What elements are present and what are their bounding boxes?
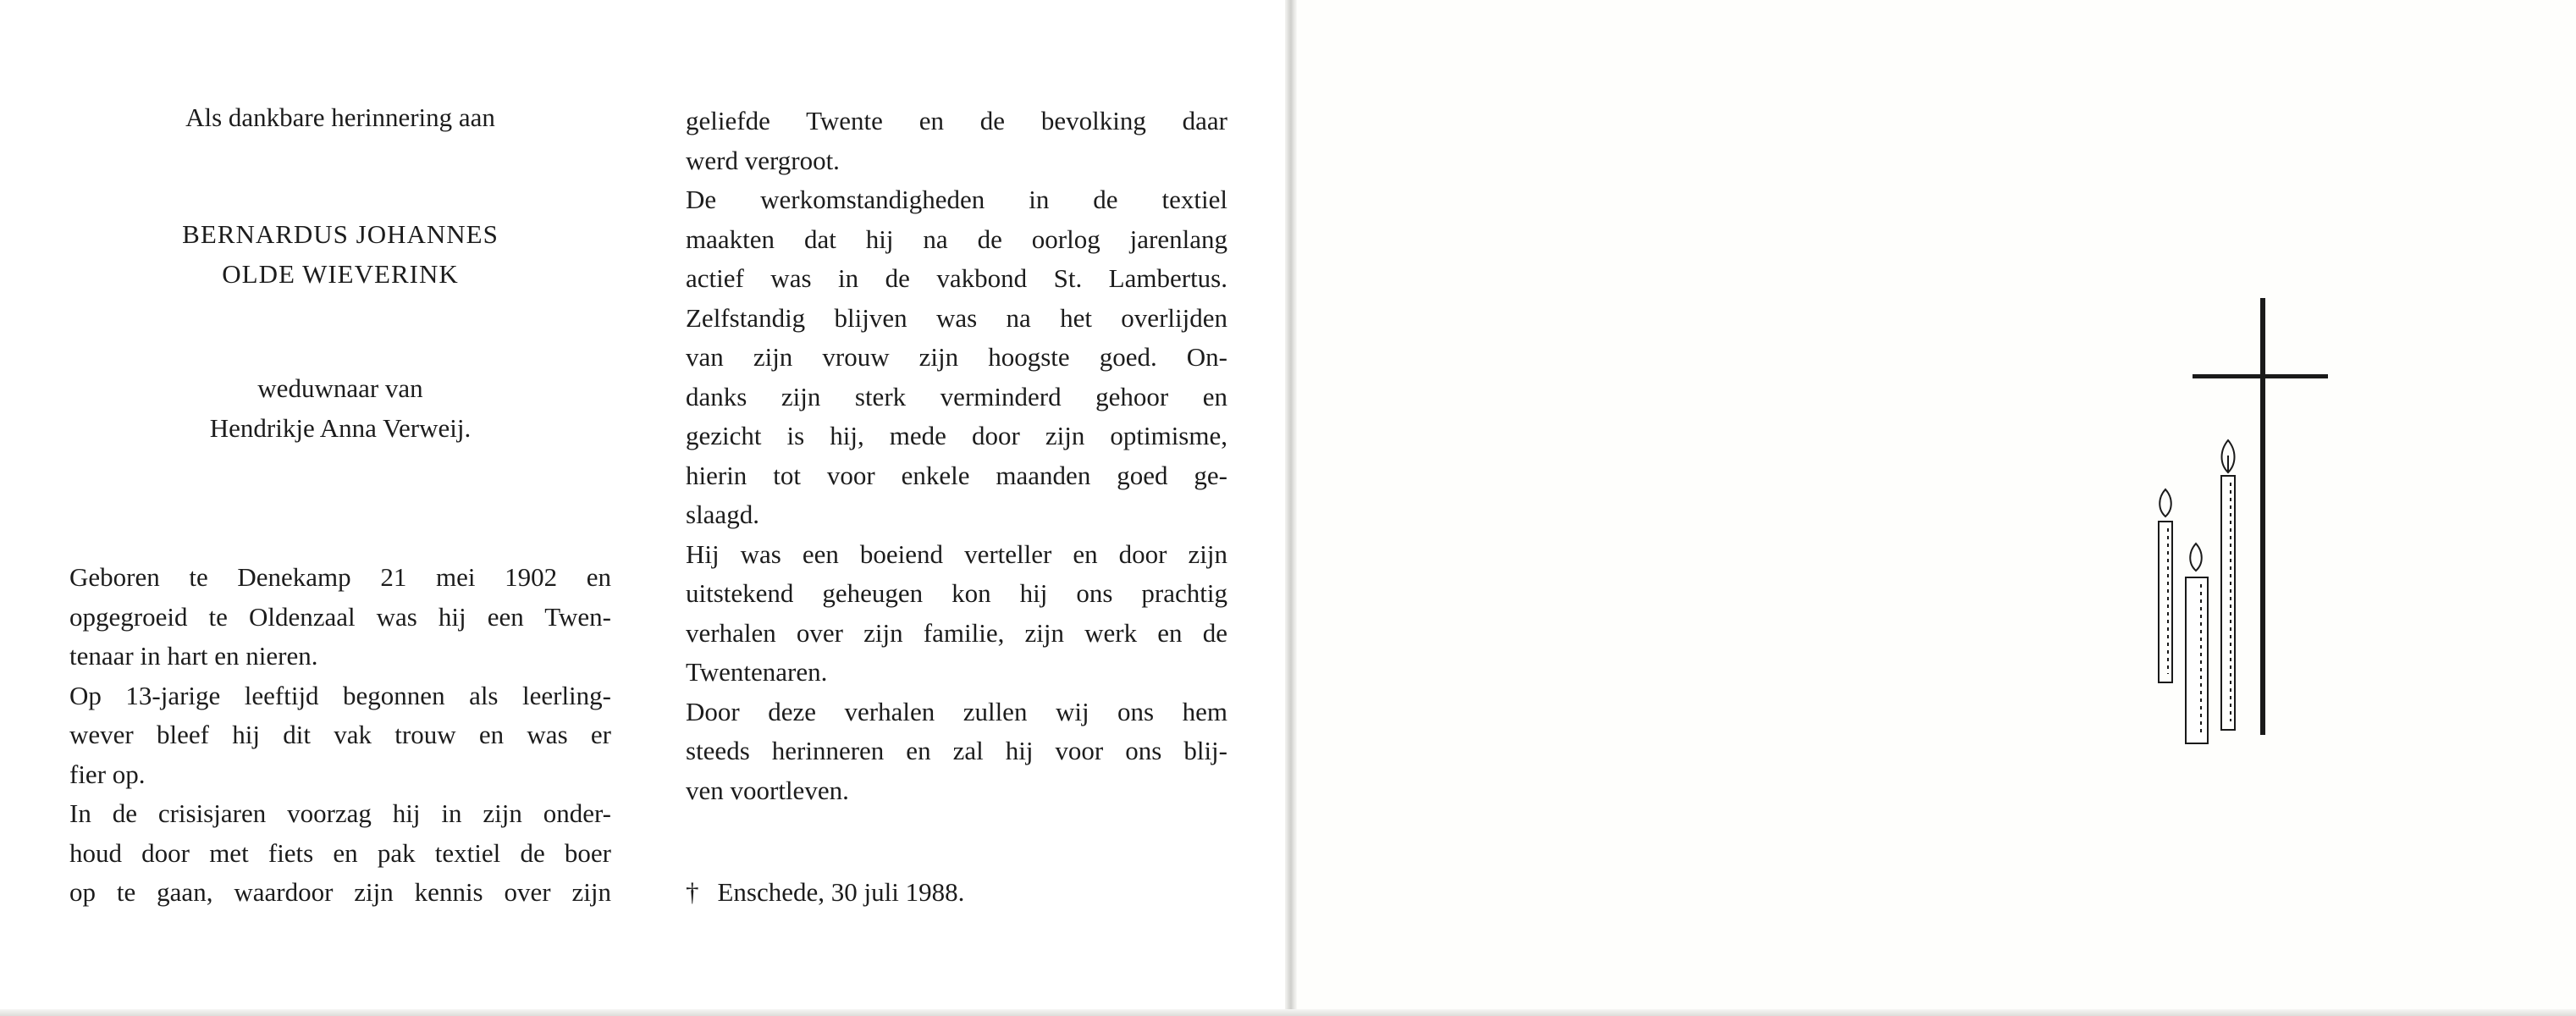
bio-line: Twentenaren. bbox=[686, 657, 828, 687]
candle-right-body bbox=[2221, 476, 2235, 730]
dagger-icon: † bbox=[686, 877, 699, 907]
bio-line: maakten dat hij na de oorlog jarenlang bbox=[686, 224, 1227, 254]
bio-line: actief was in de vakbond St. Lambertus. bbox=[686, 263, 1227, 293]
bio-line: van zijn vrouw zijn hoogste goed. On- bbox=[686, 342, 1227, 372]
bio-line: geliefde Twente en de bevolking daar bbox=[686, 106, 1227, 135]
inner-spread bbox=[0, 0, 1287, 1016]
deceased-name-line-1: BERNARDUS JOHANNES bbox=[182, 219, 499, 249]
bio-line: op te gaan, waardoor zijn kennis over zijn bbox=[69, 877, 611, 907]
death-date bbox=[686, 873, 1227, 913]
biography-part-2 bbox=[686, 102, 1227, 810]
bio-line: hierin tot voor enkele maanden goed ge- bbox=[686, 460, 1227, 490]
bio-line: verhalen over zijn familie, zijn werk en de bbox=[686, 617, 1227, 648]
candle-front bbox=[2186, 544, 2208, 743]
cross-with-candles-icon bbox=[2147, 298, 2350, 772]
cross-horizontal-beam bbox=[2193, 374, 2328, 378]
spouse-name: Hendrikje Anna Verweij. bbox=[209, 412, 472, 443]
bio-line: tenaar in hart en nieren. bbox=[69, 641, 318, 671]
deceased-name bbox=[69, 215, 611, 294]
bio-line: steeds herinneren en zal hij voor ons blij- bbox=[686, 736, 1227, 765]
candle-right bbox=[2221, 440, 2235, 730]
bio-line: ven voortleven. bbox=[686, 775, 849, 805]
flame-left bbox=[2160, 489, 2171, 516]
front-cover bbox=[1297, 0, 2576, 1016]
candle-left-body bbox=[2159, 522, 2172, 682]
bio-line: slaagd. bbox=[686, 500, 759, 529]
bio-line: Hij was een boeiend verteller en door zijn bbox=[686, 538, 1227, 569]
deceased-name-line-2: OLDE WIEVERINK bbox=[222, 258, 459, 289]
bio-line: opgegroeid te Oldenzaal was hij een Twen- bbox=[69, 601, 611, 632]
bio-line: In de crisisjaren voorzag hij in zijn onder- bbox=[69, 798, 611, 828]
bio-line: fier op. bbox=[69, 759, 146, 789]
bio-line: Op 13-jarige leeftijd begonnen als leerling- bbox=[69, 680, 611, 710]
bio-line: danks zijn sterk verminderd gehoor en bbox=[686, 381, 1227, 411]
death-place-date: Enschede, 30 juli 1988. bbox=[717, 877, 965, 907]
widower-of bbox=[69, 369, 611, 448]
dedication-line: Als dankbare herinnering aan bbox=[185, 102, 495, 132]
bio-line: uitstekend geheugen kon hij ons prachtig bbox=[686, 578, 1227, 608]
bio-line: houd door met fiets en pak textiel de boer bbox=[69, 837, 611, 868]
biography-part-1 bbox=[69, 558, 611, 913]
bio-line: Geboren te Denekamp 21 mei 1902 en bbox=[69, 562, 611, 592]
cross-vertical-beam bbox=[2260, 298, 2265, 735]
candle-front-body bbox=[2186, 577, 2208, 743]
bio-line: werd vergroot. bbox=[686, 145, 840, 175]
bio-line: Zelfstandig blijven was na het overlijden bbox=[686, 302, 1227, 333]
bio-line: Door deze verhalen zullen wij ons hem bbox=[686, 696, 1227, 726]
card-fold bbox=[1285, 0, 1297, 1016]
widower-label: weduwnaar van bbox=[257, 373, 423, 403]
candle-left bbox=[2159, 489, 2172, 682]
bio-line: wever bleef hij dit vak trouw en was er bbox=[69, 720, 611, 749]
flame-front bbox=[2190, 544, 2202, 571]
bio-line: De werkomstandigheden in de textiel bbox=[686, 185, 1227, 214]
scan-edge-shadow bbox=[0, 1009, 2576, 1016]
bio-line: gezicht is hij, mede door zijn optimisme, bbox=[686, 421, 1227, 450]
